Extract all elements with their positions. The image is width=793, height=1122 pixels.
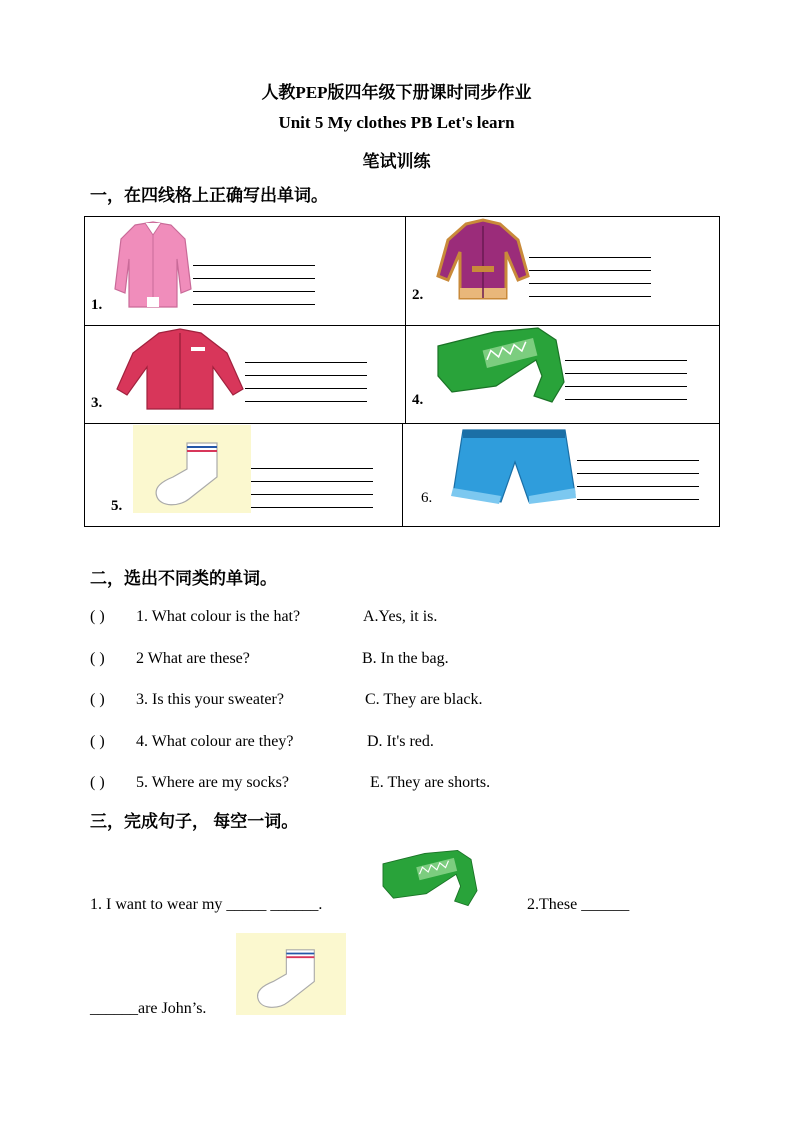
- question-row: [90, 691, 590, 711]
- answer-option: A.Yes, it is.: [363, 608, 438, 625]
- answer-option: C. They are black.: [365, 691, 483, 708]
- answer-option: D. It's red.: [367, 733, 434, 750]
- question-text: 1. What colour is the hat?: [136, 608, 301, 625]
- answer-bracket[interactable]: ( ): [90, 691, 105, 708]
- writing-lines[interactable]: [565, 348, 687, 400]
- sentence-2: 2.These ______: [527, 896, 630, 913]
- sock-icon: [133, 425, 251, 513]
- pink-shirt-icon: [113, 219, 193, 311]
- sentence-1: 1. I want to wear my _____ ______.: [90, 896, 323, 913]
- page-title: 人教PEP版四年级下册课时同步作业: [261, 83, 532, 102]
- sock-icon: [236, 933, 346, 1015]
- writing-lines[interactable]: [193, 253, 315, 305]
- question-row: [90, 650, 590, 670]
- section2-heading: 二，选出不同类的单词。: [90, 569, 277, 588]
- writing-lines[interactable]: [529, 245, 651, 297]
- item-number: 4.: [412, 392, 424, 408]
- question-row: [90, 733, 590, 753]
- grid-cell-2: [406, 217, 719, 325]
- question-row: [90, 608, 590, 628]
- blue-shorts-icon: [449, 424, 577, 506]
- item-number: 1.: [91, 297, 103, 313]
- question-text: 4. What colour are they?: [136, 733, 294, 750]
- question-text: 3. Is this your sweater?: [136, 691, 284, 708]
- answer-bracket[interactable]: ( ): [90, 608, 105, 625]
- question-row: [90, 774, 590, 794]
- item-number: 5.: [111, 498, 123, 514]
- writing-grid: [84, 216, 720, 527]
- section1-heading: 一，在四线格上正确写出单词。: [90, 186, 328, 205]
- grid-cell-6: [403, 424, 719, 526]
- question-text: 2 What are these?: [136, 650, 250, 667]
- item-number: 3.: [91, 395, 103, 411]
- writing-lines[interactable]: [577, 448, 699, 500]
- section-label: 笔试训练: [362, 152, 431, 171]
- grid-cell-5: [85, 424, 402, 526]
- grid-cell-4: [406, 326, 719, 423]
- answer-bracket[interactable]: ( ): [90, 650, 105, 667]
- grid-cell-3: [85, 326, 405, 423]
- section3-heading: 三，完成句子， 每空一词。: [90, 812, 299, 831]
- sentence-3: ______are John’s.: [90, 1000, 207, 1017]
- writing-lines[interactable]: [245, 350, 367, 402]
- answer-bracket[interactable]: ( ): [90, 733, 105, 750]
- question-text: 5. Where are my socks?: [136, 774, 289, 791]
- answer-option: E. They are shorts.: [370, 774, 491, 791]
- purple-coat-icon: [436, 218, 530, 302]
- red-jacket-icon: [115, 327, 245, 411]
- unit-subtitle: Unit 5 My clothes PB Let's learn: [278, 113, 515, 132]
- grid-cell-1: [85, 217, 405, 325]
- answer-option: B. In the bag.: [362, 650, 449, 667]
- green-sweater-icon: [380, 848, 480, 914]
- green-sweater-icon: [434, 326, 568, 412]
- item-number: 2.: [412, 287, 424, 303]
- item-number: 6.: [421, 490, 433, 506]
- writing-lines[interactable]: [251, 456, 373, 508]
- answer-bracket[interactable]: ( ): [90, 774, 105, 791]
